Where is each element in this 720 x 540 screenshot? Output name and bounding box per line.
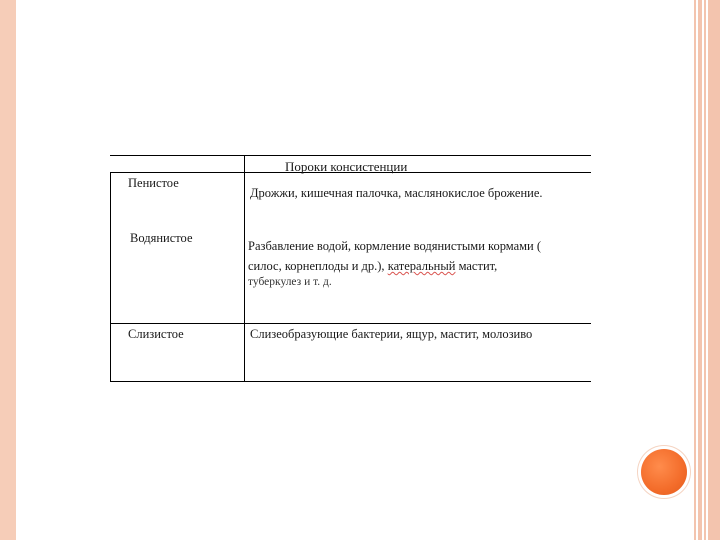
right-stripe bbox=[694, 0, 696, 540]
table-rule bbox=[244, 155, 245, 382]
right-stripe bbox=[704, 0, 706, 540]
causes-text: силос, корнеплоды и др.), bbox=[248, 259, 388, 273]
causes-cell: Разбавление водой, кормление водянистыми кормами ( bbox=[248, 239, 542, 253]
causes-cell bbox=[248, 259, 497, 274]
defect-cell: Водянистое bbox=[130, 231, 193, 245]
left-border-band bbox=[0, 0, 16, 540]
causes-cell: туберкулез и т. д. bbox=[248, 276, 332, 288]
table-rule bbox=[110, 323, 591, 324]
causes-text: мастит, bbox=[455, 259, 498, 273]
misspelled-word: катеральный bbox=[387, 259, 456, 273]
causes-cell: Слизеобразующие бактерии, ящур, мастит, молозиво bbox=[250, 327, 533, 341]
defect-cell: Пенистое bbox=[128, 176, 179, 190]
defect-cell: Слизистое bbox=[128, 327, 184, 341]
table-rule bbox=[110, 155, 591, 156]
table-header: Пороки консистенции bbox=[285, 159, 408, 174]
defects-table bbox=[110, 155, 591, 382]
slide-decoration-circle bbox=[641, 449, 687, 495]
right-stripe bbox=[708, 0, 720, 540]
table-rule bbox=[110, 381, 591, 382]
right-stripe bbox=[698, 0, 702, 540]
table-rule bbox=[110, 172, 111, 382]
causes-cell: Дрожжи, кишечная палочка, маслянокислое брожение. bbox=[250, 186, 543, 200]
